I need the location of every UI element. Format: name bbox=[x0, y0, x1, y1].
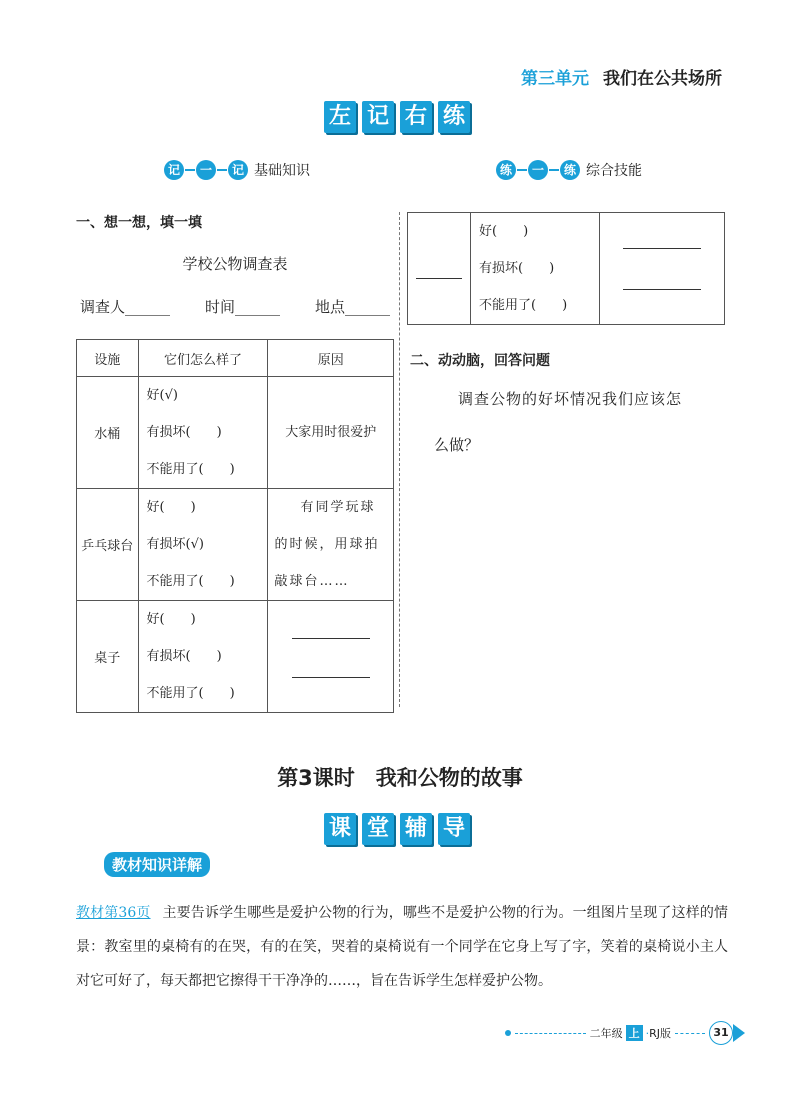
reason-cell[interactable] bbox=[268, 601, 394, 713]
question-line-1: 调查公物的好坏情况我们应该怎 bbox=[458, 390, 683, 408]
option-unusable[interactable]: 不能用了( ) bbox=[146, 574, 235, 589]
reason-cell: 有同学玩球的时候，用球拍敲球台…… bbox=[268, 489, 394, 601]
page-footer: 二年级 上 · RJ版 31 bbox=[505, 1020, 745, 1046]
table-row bbox=[408, 213, 725, 325]
answer-line[interactable] bbox=[416, 278, 462, 279]
option-good[interactable]: 好( ) bbox=[146, 612, 196, 627]
reason-cell: 大家用时很爱护 bbox=[268, 377, 394, 489]
paragraph-text: 主要告诉学生哪些是爱护公物的行为，哪些不是爱护公物的行为。一组图片呈现了这样的情景：教室里的桌椅有的在哭，有的在笑，哭着的桌椅说有一个同学在它身上写了字，笑着的桌椅说小主人对它可好了，每天都把它擦得干干净净的……，旨在告诉学生怎样爱护公物。 bbox=[76, 905, 728, 989]
survey-fields bbox=[80, 296, 390, 317]
unit-title: 我们在公共场所 bbox=[603, 69, 722, 89]
answer-line[interactable] bbox=[292, 677, 370, 678]
footer-dashline bbox=[675, 1033, 705, 1034]
title-char: 导 bbox=[438, 813, 470, 845]
field-surveyor[interactable]: 调查人______ bbox=[80, 298, 171, 316]
survey-table-title: 学校公物调查表 bbox=[182, 255, 288, 273]
col-header: 原因 bbox=[268, 340, 394, 377]
option-unusable[interactable]: 不能用了( ) bbox=[146, 462, 235, 477]
explanation-paragraph bbox=[76, 896, 728, 998]
section-title-ketang bbox=[324, 813, 470, 845]
subsection-tag: 教材知识详解 bbox=[104, 852, 210, 877]
column-divider bbox=[399, 212, 400, 707]
title-char: 左 bbox=[324, 101, 356, 133]
title-char: 辅 bbox=[400, 813, 432, 845]
option-good[interactable]: 好( ) bbox=[146, 500, 196, 515]
status-options bbox=[471, 213, 600, 325]
option-damaged[interactable]: 有损坏(√) bbox=[146, 537, 204, 552]
answer-line[interactable] bbox=[292, 638, 370, 639]
title-char: 记 bbox=[362, 101, 394, 133]
badge-icon: 记 一 记 bbox=[164, 160, 248, 180]
answer-table bbox=[407, 212, 725, 325]
survey-table bbox=[76, 339, 394, 713]
status-options bbox=[138, 489, 268, 601]
status-options bbox=[138, 377, 268, 489]
title-char: 堂 bbox=[362, 813, 394, 845]
page-number: 31 bbox=[709, 1021, 733, 1045]
option-damaged[interactable]: 有损坏( ) bbox=[146, 425, 222, 440]
table-row bbox=[77, 377, 394, 489]
option-damaged[interactable]: 有损坏( ) bbox=[479, 261, 555, 276]
option-damaged[interactable]: 有损坏( ) bbox=[146, 649, 222, 664]
status-options bbox=[138, 601, 268, 713]
section1-heading: 一、想一想，填一填 bbox=[76, 215, 202, 231]
title-char: 练 bbox=[438, 101, 470, 133]
facility-name: 乒乓球台 bbox=[77, 489, 139, 601]
badge-label: 综合技能 bbox=[586, 163, 642, 179]
badge-jiyiji bbox=[164, 160, 310, 180]
footer-edition: RJ版 bbox=[649, 1027, 671, 1040]
facility-name: 桌子 bbox=[77, 601, 139, 713]
arrow-right-icon bbox=[733, 1024, 745, 1042]
field-time[interactable]: 时间______ bbox=[204, 298, 280, 316]
table-header-row bbox=[77, 340, 394, 377]
textbook-page-ref[interactable]: 教材第36页 bbox=[76, 905, 151, 921]
badge-icon: 练 一 练 bbox=[496, 160, 580, 180]
footer-dot bbox=[505, 1030, 511, 1036]
section-title-zuoji bbox=[324, 101, 470, 133]
title-char: 课 bbox=[324, 813, 356, 845]
section2-heading: 二、动动脑，回答问题 bbox=[410, 353, 550, 369]
badge-label: 基础知识 bbox=[254, 163, 310, 179]
unit-number: 第三单元 bbox=[521, 69, 589, 89]
option-good[interactable]: 好( ) bbox=[479, 224, 529, 239]
option-good[interactable]: 好(√) bbox=[146, 388, 178, 403]
field-location[interactable]: 地点______ bbox=[314, 298, 390, 316]
facility-name: 水桶 bbox=[77, 377, 139, 489]
footer-grade: 二年级 bbox=[589, 1027, 623, 1040]
question-line-2: 么做？ bbox=[434, 436, 480, 454]
col-header: 它们怎么样了 bbox=[138, 340, 268, 377]
table-row bbox=[77, 489, 394, 601]
facility-blank[interactable] bbox=[408, 213, 471, 325]
footer-term: 上 bbox=[626, 1025, 643, 1041]
footer-dashline bbox=[515, 1033, 586, 1034]
unit-header bbox=[0, 64, 722, 89]
answer-line[interactable] bbox=[623, 289, 701, 290]
col-header: 设施 bbox=[77, 340, 139, 377]
answer-line[interactable] bbox=[623, 248, 701, 249]
option-unusable[interactable]: 不能用了( ) bbox=[479, 298, 568, 313]
badge-lianyilian bbox=[496, 160, 642, 180]
table-row bbox=[77, 601, 394, 713]
lesson-title: 第3课时 我和公物的故事 bbox=[277, 766, 523, 790]
reason-cell[interactable] bbox=[600, 213, 725, 325]
option-unusable[interactable]: 不能用了( ) bbox=[146, 686, 235, 701]
title-char: 右 bbox=[400, 101, 432, 133]
